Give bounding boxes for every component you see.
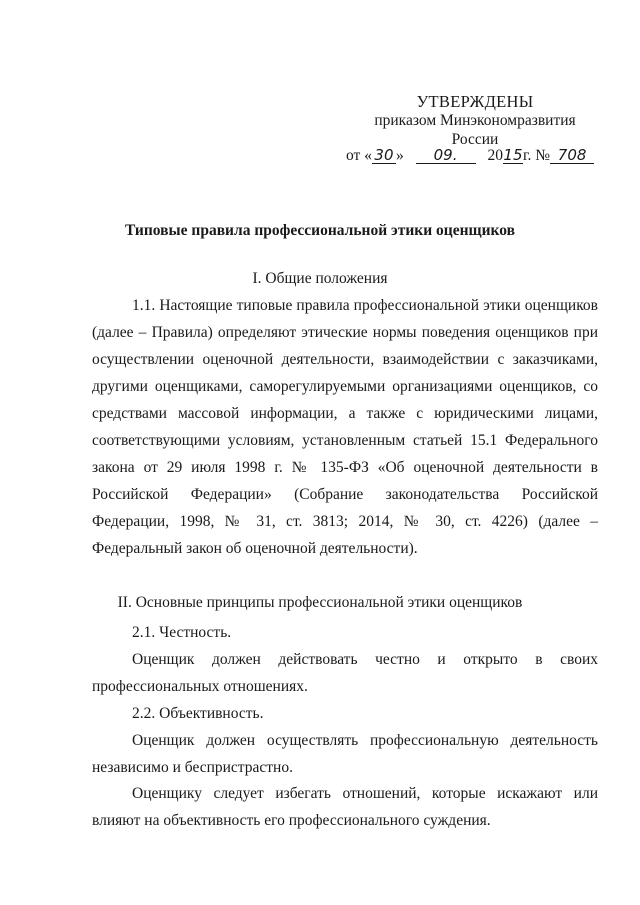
date-mid: » [395, 147, 404, 164]
date-month: 09. [416, 147, 476, 164]
date-year-suffix: 15 [503, 146, 523, 164]
item-2-2-heading: 2.2. Объективность. [132, 705, 264, 722]
item-2-1-text: Оценщик должен действовать честно и открыто в своих профессиональных отношениях. [92, 651, 598, 695]
approval-block [340, 92, 610, 149]
date-prefix: от « [346, 147, 372, 164]
order-number: 708 [550, 147, 594, 164]
section-1-heading: I. Общие положения [252, 270, 388, 287]
approval-line-1: приказом Минэкономразвития [374, 112, 576, 129]
item-2-1-heading: 2.1. Честность. [132, 624, 232, 641]
document-title: Типовые правила профессиональной этики оценщиков [124, 222, 515, 239]
paragraph-1-1: 1.1. Настоящие типовые правила профессиональной этики оценщиков (далее – Правила) определяют этические нормы поведения оценщиков при осуществлении оценочной деятельности, взаимодействии с заказчиками, другими оценщиками, саморегулируемыми организациями оценщиков, со средствами массовой информации, а также с юридическими лицами, соответствующими условиям, установленным статьей 15.1 Федерального закона от 29 июля 1998 г. № 135-ФЗ «Об оценочной деятельности в Российской Федерации» (Собрание законодательства Российской Федерации, 1998, № 31, ст. 3813; 2014, № 30, ст. 4226) (далее – Федеральный закон об оценочной деятельности). [92, 297, 598, 557]
item-2-2-text-2: Оценщику следует избегать отношений, которые искажают или влияют на объективность его профессионального суждения. [92, 785, 598, 829]
item-2-2-text-1: Оценщик должен осуществлять профессиональную деятельность независимо и беспристрастно. [92, 732, 598, 776]
approval-date-line [346, 146, 606, 166]
date-day: 30 [372, 147, 396, 164]
date-year-prefix: 20 [487, 147, 503, 164]
approval-line-2: России [451, 131, 499, 148]
section-2-heading: II. Основные принципы профессиональной этики оценщиков [117, 594, 523, 611]
order-number-label: г. № [522, 147, 551, 164]
approval-title: УТВЕРЖДЕНЫ [416, 92, 534, 111]
